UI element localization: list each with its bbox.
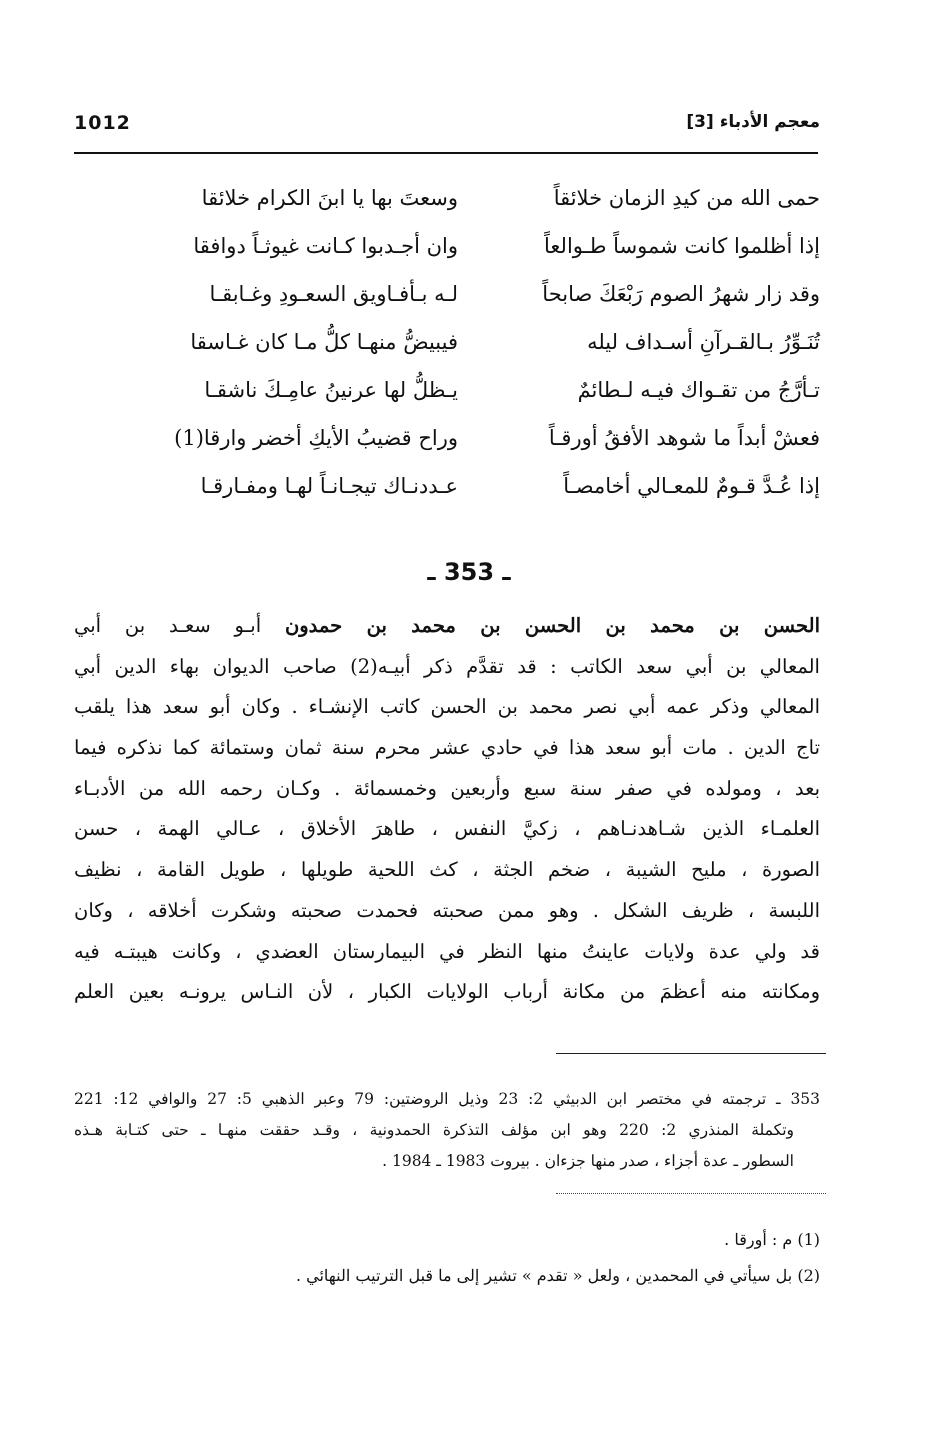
dotted-separator [556, 1193, 826, 1195]
footnote-rule [556, 1053, 826, 1054]
body-line: المعالي وذكر عمه أبي نصر محمد بن الحسن كاتب الإنشـاء . وكان أبو سعد هذا يلقب [74, 695, 820, 719]
hemistich-second: وراح قضيبُ الأيكِ أخضر وارقا(1) [174, 426, 458, 450]
verse [74, 462, 820, 510]
hemistich-second: وسعتَ بها يا ابنَ الكرام خلائقا [201, 186, 458, 210]
entry-footnote [74, 1084, 820, 1177]
body-line: اللبسة ، ظريف الشكل . وهو ممن صحبته فحمدت صحبته وشكرت أخلاقه ، وكان [74, 898, 820, 922]
hemistich-second: فيبيضُّ منهـا كلُّ مـا كان غـاسقا [190, 330, 458, 354]
poem [74, 174, 820, 510]
body-line: ومكانته منه أعظمَ من مكانة أرباب الولايات الكبار ، لأن النـاس يرونـه بعين العلم [74, 980, 820, 1004]
body-line: المعالي بن أبي سعد الكاتب : قد تقدَّم ذكر أبيـه(2) صاحب الديوان بهاء الدين أبي [74, 654, 820, 678]
entry-number: ـ 353 ـ [427, 558, 511, 586]
hemistich-first: تُنَـوِّرُ بـالقـرآنِ أسـداف ليله [587, 330, 820, 354]
numbered-notes [74, 1222, 820, 1294]
footnote-line: 353 ـ ترجمته في مختصر ابن الدبيثي 2: 23 وذيل الروضتين: 79 وعبر الذهبي 5: 27 والوافي 12: 221 [74, 1090, 821, 1108]
page-header [74, 108, 820, 152]
body-line: الصورة ، مليح الشيبة ، ضخم الجثة ، كث اللحية طويلها ، طويل القامة ، نظيف [74, 858, 820, 882]
entry-subject: الحسن بن محمد بن الحسن بن محمد بن حمدون [284, 614, 820, 637]
footnote-line: السطور ـ عدة أجزاء ، صدر منها جزءان . بيروت 1983 ـ 1984 . [382, 1152, 794, 1170]
hemistich-first: وقد زار شهرُ الصوم رَبْعَكَ صابحاً [542, 282, 820, 306]
body-line [74, 606, 820, 647]
verse [74, 414, 820, 462]
hemistich-first: حمى الله من كيدِ الزمان خلائقاً [553, 186, 820, 210]
hemistich-second: لـه بـأفـاويق السعـودِ وغـابقـا [209, 282, 458, 306]
verse [74, 222, 820, 270]
verse [74, 366, 820, 414]
verse [74, 270, 820, 318]
running-title: معجم الأدباء [3] [686, 112, 820, 132]
note-item: (2) بل سيأتي في المحمدين ، ولعل « تقدم » تشير إلى ما قبل الترتيب النهائي . [295, 1266, 820, 1285]
hemistich-second: يـظلُّ لها عرنينُ عامِـكَ ناشقـا [204, 378, 458, 402]
body-line-rest: أبـو سعـد بن أبي [74, 614, 285, 637]
hemistich-first: إذا عُـدَّ قـومٌ للمعـالي أخامصـاً [563, 474, 820, 498]
hemistich-first: فعشْ أبداً ما شوهد الأفقُ أورقـاً [548, 426, 820, 450]
verse [74, 174, 820, 222]
entry-body [74, 606, 820, 1013]
body-line: قد ولي عدة ولايات عاينتُ منها النظر في البيمارستان العضدي ، وكانت هيبتـه فيه [74, 939, 820, 963]
footnote-line: وتكملة المنذري 2: 220 وهو ابن مؤلف التذكرة الحمدونية ، وقـد حققت منهـا ـ حتى كتـابة هـذه [74, 1121, 795, 1139]
page-number: 1012 [74, 112, 131, 134]
body-line: تاج الدين . مات أبو سعد هذا في حادي عشر محرم سنة ثمان وستمائة كما نذكره فيما [74, 736, 820, 760]
header-rule [74, 152, 818, 154]
note-item: (1) م : أورقا . [724, 1230, 820, 1249]
hemistich-second: عـددنـاك تيجـانـاً لهـا ومفـارقـا [200, 474, 458, 498]
body-line: العلمـاء الذين شـاهدنـاهم ، زكيَّ النفس ، طاهرَ الأخلاق ، عـالي الهمة ، حسن [74, 817, 820, 841]
verse [74, 318, 820, 366]
hemistich-first: تـأرَّجُ من تقـواك فيـه لـطائمٌ [577, 378, 820, 402]
hemistich-second: وان أجـدبوا كـانت غيوثـاً دوافقا [193, 234, 458, 258]
body-line: بعد ، ومولده في صفر سنة سبع وأربعين وخمسمائة . وكـان رحمه الله من الأدبـاء [74, 776, 820, 800]
hemistich-first: إذا أظلموا كانت شموساً طـوالعاً [544, 234, 820, 258]
